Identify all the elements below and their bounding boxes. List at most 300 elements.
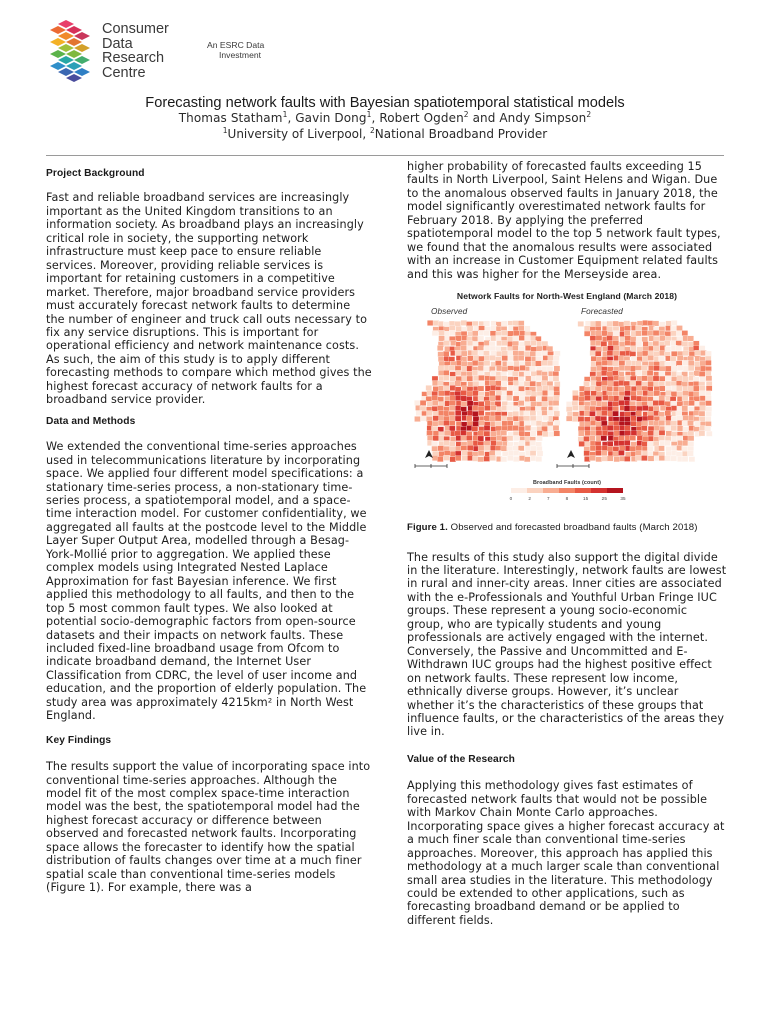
map-region [630,401,636,406]
map-region [427,320,433,325]
map-region [699,346,705,351]
map-region [682,421,688,426]
map-region [490,416,496,421]
map-region [618,441,624,446]
map-region [601,411,607,416]
map-region [508,331,514,336]
map-region [455,411,461,416]
value-of-research-body: Applying this methodology gives fast estimates of forecasted network faults that would not be possible with Markov Chain Monte Carlo approaches. Incorporating space gives a higher forecast accuracy at a much finer scale than conventional time-series approaches. Moreover, this approach has applied this methodology at a much larger scale than conventional small area studies in the literature. This methodology could be extended to other applications, such as forecasting broadband demand or be applied to different fields. [407,779,725,927]
map-region [473,416,479,421]
map-region [677,375,683,380]
map-region [637,390,643,395]
affiliation-superscript: 1 [222,126,228,135]
map-region [554,420,560,425]
map-region [636,401,642,406]
map-region [636,381,642,386]
map-region [501,436,507,441]
map-region [449,365,455,370]
map-region [484,355,490,360]
map-region [472,426,478,431]
map-region [495,361,501,366]
map-region [426,385,432,390]
map-region [427,435,433,440]
esrc-investment-label [207,40,264,60]
map-region [518,416,524,421]
map-region [658,412,664,417]
map-region [432,331,438,336]
map-region [478,451,484,456]
map-region [671,351,677,356]
map-region [536,456,542,461]
map-region [584,436,590,441]
map-region [590,401,596,406]
map-region [660,366,666,371]
map-region [484,346,490,351]
results-body: The results of this study also support the digital divide in the literature. Interestingly, network faults are lowest in rural and inner-city areas. Inner cities are associated with the e-Professionals and Youthful Urban Fringe IUC groups. These represent a young socio-economic group, who are typically students and young professionals are actively engaged with the internet. Conversely, the Passive and Uncommitted and E-Withdrawn IUC groups had the highest positive effect on network faults. These represent low income, ethnically diverse groups. However, it’s unclear whether it’s the characteristics of these groups that influence faults, or the characteristics of the areas they live in. [407,550,727,739]
map-region [631,386,637,391]
map-region [467,376,473,381]
map-region [619,342,625,347]
map-region [472,411,478,416]
map-region [536,416,542,421]
map-region [660,406,666,411]
map-region [501,457,507,462]
map-region [601,402,607,407]
map-region [502,366,508,371]
map-region [524,326,530,331]
cdrc-logo-text [102,22,169,80]
map-region [683,377,689,382]
section-heading-key-findings: Key Findings [46,734,112,746]
map-region [432,421,438,426]
map-region [513,321,519,326]
map-region [700,406,706,411]
map-region [455,387,461,392]
map-region [502,356,508,361]
map-region [502,351,508,356]
map-region [501,330,507,335]
map-region [682,396,688,401]
map-region [676,452,682,457]
author-superscript: 1 [282,110,288,119]
map-region [624,326,630,331]
map-region [466,435,472,440]
map-region [542,396,548,401]
map-region [642,356,648,361]
map-region [671,371,677,376]
map-region [542,390,548,395]
map-region [525,357,531,362]
map-region [607,456,613,461]
map-region [670,356,676,361]
map-region [542,360,548,365]
map-region [573,395,579,400]
map-region [501,321,507,326]
key-findings-continued: higher probability of forecasted faults exceeding 15 faults in North Liverpool, Saint Helens and Wigan. Due to the anomalous observed faults in January 2018, the model significantly overestimated network faults for February 2018. By applying the preferred spatiotemporal model to the top 5 network fault types, we found that the anomalous results were associated with an increase in Customer Equipment related faults and this was higher for the Merseyside area. [407,160,721,281]
author-separator: and [468,111,500,125]
map-region [579,397,585,402]
map-region [572,390,578,395]
map-region [484,321,490,326]
map-region [519,346,525,351]
map-region [467,441,473,446]
left-column [46,160,372,895]
map-region [590,341,596,346]
map-region [473,421,479,426]
map-region [602,395,608,400]
map-region [443,370,449,375]
map-region [647,371,653,376]
legend-tick-label: 0 [509,496,513,502]
map-region [502,421,508,426]
map-region [630,406,636,411]
map-region [642,421,648,426]
map-region [601,371,607,376]
map-region [613,401,619,406]
author-superscript: 2 [463,110,469,119]
map-region [519,335,525,340]
map-region [641,456,647,461]
map-region [530,411,536,416]
logo-line: Consumer [102,21,169,37]
data-and-methods-body: We extended the conventional time-series approaches used in telecommunications literature by incorporating space. We applied four different model specifications: a stationary time-series process, a non-stationary time-series process, a spatiotemporal model, and a space-time interaction model. For customer confidentiality, we aggregated all faults at the postcode level to the Middle Layer Super Output Area, modelled through a Besag-York-Mollié prior to aggregation. We applied these complex models using Integrated Nested Laplace Approximation for fast Bayesian inference. We first applied this methodology to all faults, and then to the top 5 most common fault types. We also looked at potential socio-demographic factors from open-source datasets and their impacts on network faults. These included fixed-line broadband usage from Ofcom to indicate broadband demand, the Internet User Classification from CDRC, the level of user income and education, and the proportion of elderly population. The study area was approximately 4215km² in North West England. [46,440,367,723]
map-region [596,392,602,397]
map-region [519,440,525,445]
map-region [635,331,641,336]
map-region [613,331,619,336]
map-region [688,356,694,361]
legend-tick-label: 2 [528,496,531,502]
map-region [484,456,490,461]
map-region [422,392,428,397]
map-region [496,351,502,356]
map-region [625,431,631,436]
map-region [489,380,495,385]
map-region [613,341,619,346]
map-region [438,330,444,335]
map-region [631,421,637,426]
map-region [601,331,607,336]
map-region [596,421,602,426]
legend-tick-label: 25 [601,496,607,502]
map-region [485,401,491,406]
map-region [591,381,597,386]
esrc-line: Investment [219,50,262,60]
map-region [578,321,584,326]
map-region [653,341,659,346]
map-region [665,366,671,371]
map-region [467,445,473,450]
map-region [654,426,660,431]
map-region [472,331,478,336]
map-region [530,366,536,371]
map-region [671,320,677,325]
map-region [455,395,461,400]
map-region [484,405,490,410]
map-region [585,422,591,427]
map-region [414,416,420,421]
map-region [631,395,637,400]
map-region [677,426,683,431]
map-region [635,455,641,460]
map-region [694,410,700,415]
map-region [432,381,438,386]
map-region [665,426,671,431]
map-region [648,431,654,436]
map-region [630,346,636,351]
map-region [705,360,711,365]
map-region [636,411,642,416]
map-region [450,340,456,345]
map-region [665,381,671,386]
map-region [636,325,642,330]
map-region [450,447,456,452]
map-region [501,416,507,421]
map-region [490,405,496,410]
map-region [641,426,647,431]
map-region [676,436,682,441]
author-separator: , [287,111,296,125]
map-region [536,387,542,392]
map-region [665,421,671,426]
map-region [513,331,519,336]
map-region [508,450,514,455]
map-region [676,326,682,331]
map-region [642,351,648,356]
map-region [478,386,484,391]
map-region [589,456,595,461]
map-region [513,457,519,462]
map-region [705,401,711,406]
map-region [695,350,701,355]
map-region [491,441,497,446]
panel-label-observed: Observed [431,307,468,317]
map-region [671,392,677,397]
map-region [693,377,699,382]
map-region [467,391,473,396]
map-region [630,435,636,440]
map-region [619,361,625,366]
map-region [608,346,614,351]
map-region [449,421,455,426]
map-region [601,321,607,326]
map-region [642,396,648,401]
map-region [541,381,547,386]
map-region [449,441,455,446]
map-region [613,451,619,456]
author: Robert Ogden [379,111,464,125]
map-region [683,391,689,396]
map-region [553,400,559,405]
legend-swatch [511,488,527,493]
map-region [648,351,654,356]
map-region [518,401,524,406]
map-region [700,361,706,366]
map-region [525,376,531,381]
map-region [501,396,507,401]
map-region [536,436,542,441]
map-region [618,356,624,361]
map-region [456,326,462,331]
map-region [444,451,450,456]
map-region [495,416,501,421]
paper-title: Forecasting network faults with Bayesian spatiotemporal statistical models [145,95,625,111]
map-region [671,331,677,336]
map-region [518,446,524,451]
map-region [659,330,665,335]
map-region [490,456,496,461]
map-region [536,376,542,381]
map-region [542,351,548,356]
map-region [444,455,450,460]
map-region [554,382,560,387]
map-region [647,331,653,336]
map-region [602,360,608,365]
map-region [688,436,694,441]
map-region [653,400,659,405]
map-region [619,387,625,392]
map-region [589,411,595,416]
map-region [542,415,548,420]
map-region [462,455,468,460]
map-region [507,421,513,426]
map-region [607,326,613,331]
map-region [671,421,677,426]
map-region [665,376,671,381]
map-region [613,321,619,326]
map-region [496,390,502,395]
map-region [507,336,513,341]
map-region [467,346,473,351]
map-region [478,350,484,355]
map-region [676,341,682,346]
map-region [566,416,572,421]
map-region [590,420,596,425]
map-region [624,440,630,445]
map-region [506,396,512,401]
map-region [689,401,695,406]
map-region [666,451,672,456]
map-region [432,400,438,405]
map-region [677,355,683,360]
map-region [525,390,531,395]
map-region [642,451,648,456]
figure-caption-text: Observed and forecasted broadband faults (March 2018) [447,522,698,534]
map-region [530,396,536,401]
map-region [630,416,636,421]
map-region [507,436,513,441]
map-region [648,456,654,461]
map-region [432,446,438,451]
map-region [512,345,518,350]
map-region [450,376,456,381]
map-region [687,421,693,426]
map-region [648,391,654,396]
map-region [456,376,462,381]
map-region [478,445,484,450]
logo-line: Research [102,50,165,67]
map-region [512,406,518,411]
map-region [547,367,553,372]
map-region [654,366,660,371]
map-region [478,431,484,436]
map-region [666,431,672,436]
map-region [659,420,665,425]
map-region [456,370,462,375]
map-region [473,381,479,386]
map-region [461,341,467,346]
map-region [455,416,461,421]
map-region [449,330,455,335]
affiliation-superscript: 2 [369,126,375,135]
map-region [433,431,439,436]
map-region [553,355,559,360]
map-region [462,450,468,455]
map-region [518,326,524,331]
map-region [614,346,620,351]
map-region [437,345,443,350]
map-region [432,406,438,411]
map-region [472,406,478,411]
map-region [636,451,642,456]
map-region [514,391,520,396]
map-region [433,416,439,421]
legend-title: Broadband Faults (count) [533,480,601,487]
map-region [607,425,613,430]
map-region [524,381,530,386]
map-region [665,331,671,336]
affiliations [0,127,770,141]
legend-swatch [591,488,607,493]
map-region [699,391,705,396]
map-region [648,451,654,456]
map-region [455,406,461,411]
map-region [676,346,682,351]
map-region [584,406,590,411]
map-region [584,326,590,331]
map-region [666,321,672,326]
map-region [607,321,613,326]
author-superscript: 2 [586,110,592,119]
map-region [601,416,607,421]
map-region [518,355,524,360]
map-region [671,426,677,431]
map-region [501,340,507,345]
map-region [426,411,432,416]
map-region [484,431,490,436]
map-region [553,395,559,400]
map-region [648,381,654,386]
map-region [455,456,461,461]
author-separator: , [371,111,380,125]
map-region [495,451,501,456]
legend-tick-label: 8 [565,496,569,502]
map-region [607,351,613,356]
map-region [525,425,531,430]
map-region [484,361,490,366]
map-region [455,451,461,456]
map-region [467,366,473,371]
map-region [688,336,694,341]
map-region [653,421,659,426]
map-region [542,376,548,381]
map-region [484,425,490,430]
map-region [595,450,601,455]
map-region [443,351,449,356]
map-region [706,431,712,436]
map-region [426,396,432,401]
observed-map [414,320,560,462]
